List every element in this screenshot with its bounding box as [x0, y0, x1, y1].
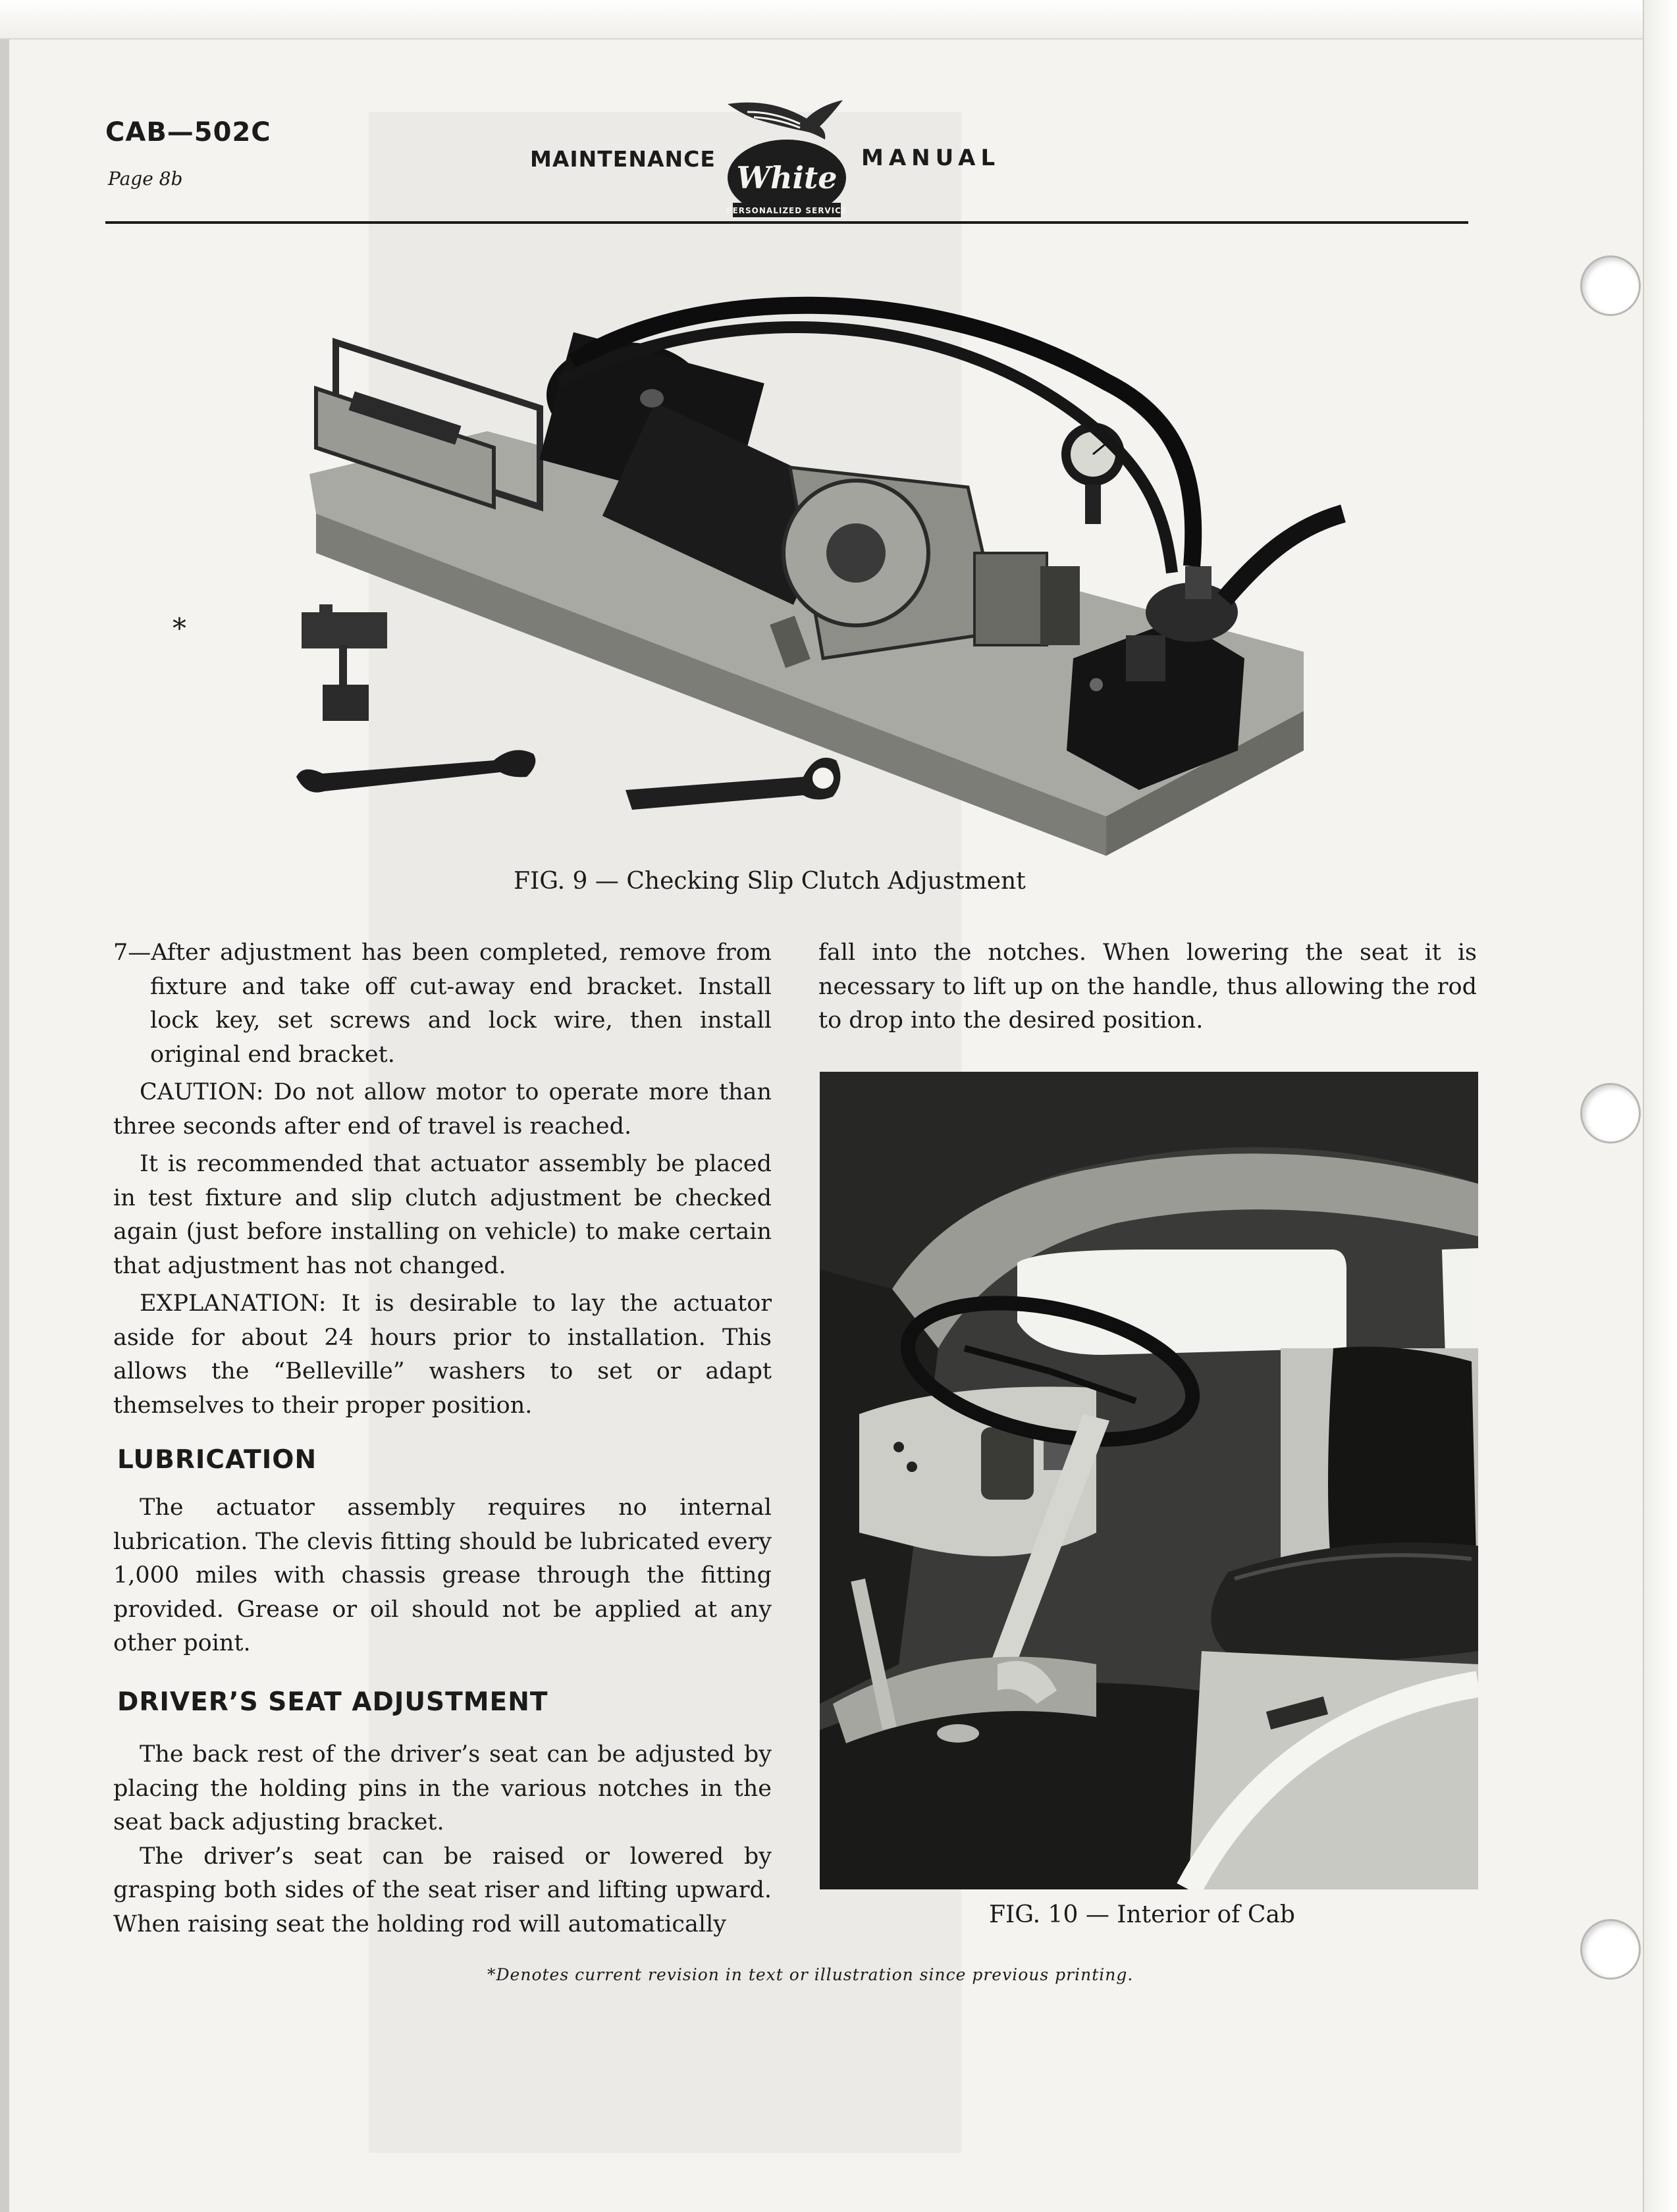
spanner-wrench: [296, 750, 535, 792]
valve: [1146, 566, 1238, 642]
step-7-text: 7—After adjustment has been completed, remove from fixture and take off cut-away end bracket. Install lock key, set screws and lock wire, then install original end bracket.: [113, 939, 772, 1068]
binder-hole-top: [1580, 255, 1641, 316]
seat-paragraph-2: The driver’s seat can be raised or lowered by grasping both sides of the seat riser and lifting upward. When raising seat the holding rod will automatically: [113, 1843, 772, 1937]
header-title-left: MAINTENANCE: [530, 146, 716, 172]
clutch-wrench: [626, 758, 840, 810]
white-eagle-logo: [708, 92, 866, 224]
instrument-cluster: [981, 1427, 1034, 1500]
seat-adjustment-section: [113, 1738, 772, 1941]
lubrication-heading: LUBRICATION: [117, 1445, 317, 1475]
pressure-gauge: [1061, 423, 1125, 524]
left-column: [113, 936, 772, 1423]
recommendation-text: It is recommended that actuator assembly be placed in test fixture and slip clutch adjustment be checked again (just before installing on vehicle) to make certain that adjustment has not changed.: [113, 1151, 772, 1279]
revision-marker: *: [173, 612, 186, 645]
binder-hole-bottom: [1580, 1919, 1641, 1980]
eagle-icon: [728, 100, 843, 140]
header-rule: [105, 221, 1468, 224]
logo-tagline: PERSONALIZED SERVICE: [726, 206, 848, 215]
explanation-text: EXPLANATION: It is desirable to lay the actuator aside for about 24 hours prior to installation. This allows the “Belleville” washers to set or adapt themselves to their proper position.: [113, 1290, 772, 1419]
revision-footnote: *Denotes current revision in text or illustration since previous printing.: [487, 1965, 1134, 1984]
page-edge-right: [1643, 0, 1677, 2212]
fixture-block: [974, 553, 1047, 645]
header-title-right: MANUAL: [861, 145, 1001, 171]
page-edge-top: [0, 0, 1677, 40]
seat-continuation-text: fall into the notches. When lowering the seat it is necessary to lift up on the handle, thus allowing the rod to drop into the desired position.: [818, 939, 1477, 1034]
lubrication-section: [113, 1491, 772, 1661]
pedal: [937, 1724, 979, 1743]
seat-adjustment-heading: DRIVER’S SEAT ADJUSTMENT: [117, 1687, 548, 1717]
document-code: CAB—502C: [105, 117, 271, 147]
fig10-cab-interior-photo: [820, 1072, 1478, 1889]
tool-block-2: [323, 685, 369, 721]
fig10-caption: FIG. 10 — Interior of Cab: [989, 1901, 1295, 1928]
tool-block-1: [302, 612, 387, 648]
binder-hole-middle: [1580, 1083, 1641, 1144]
fig9-caption: FIG. 9 — Checking Slip Clutch Adjustment: [514, 868, 1026, 895]
page-edge-left: [0, 0, 9, 2212]
caution-text: CAUTION: Do not allow motor to operate more than three seconds after end of travel is reached.: [113, 1079, 772, 1140]
side-window: [1442, 1248, 1478, 1356]
seat-paragraph-1: The back rest of the driver’s seat can be adjusted by placing the holding pins in the various notches in the seat back adjusting bracket.: [113, 1741, 772, 1835]
right-column: [818, 936, 1477, 1038]
hose-3: [1225, 514, 1343, 599]
page-number: Page 8b: [108, 168, 183, 190]
fig9-slip-clutch-photo: [277, 290, 1383, 862]
windshield: [1017, 1250, 1346, 1355]
logo-wordmark: White: [736, 160, 838, 196]
lubrication-text: The actuator assembly requires no internal lubrication. The clevis fitting should be lubricated every 1,000 miles with chassis grease through the fitting provided. Grease or oil should not be applied at any other point.: [113, 1494, 772, 1656]
